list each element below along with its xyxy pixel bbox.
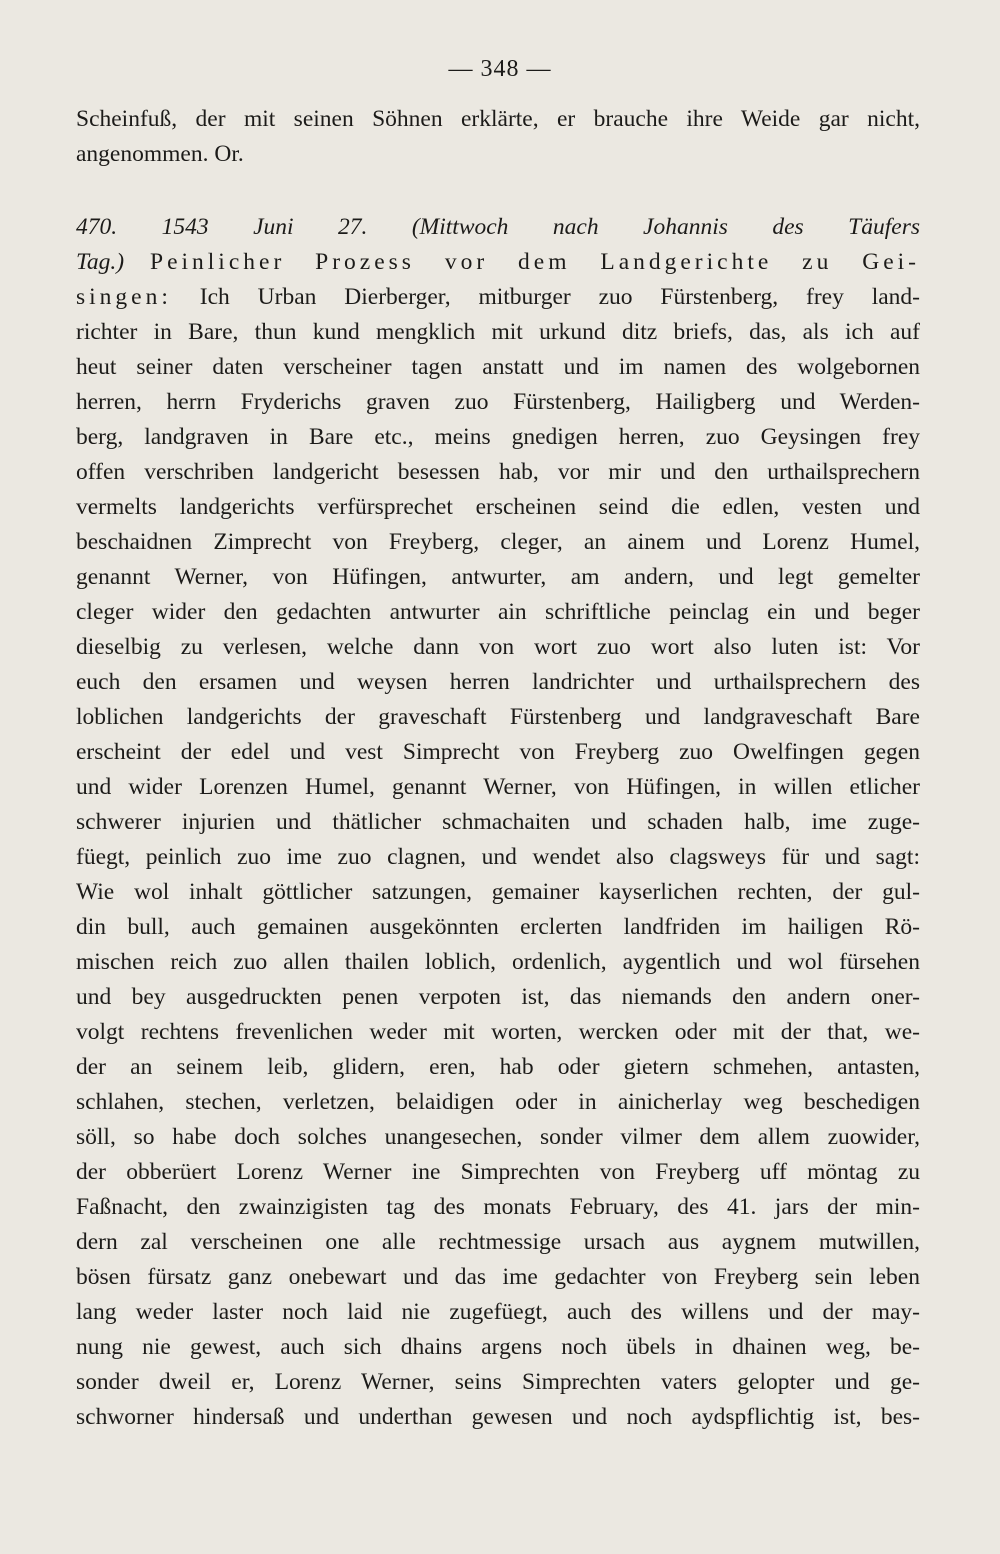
body-text-line: heut seiner daten verscheiner tagen anstatt und im namen des wolgebornen (76, 354, 920, 380)
entry-date: 1543 Juni 27. (161, 214, 368, 240)
body-text-line: genannt Werner, von Hüfingen, antwurter, am andern, und legt gemelter (76, 564, 920, 590)
body-text-line: schworner hindersaß und underthan gewesen und noch aydspflichtig ist, bes- (76, 1404, 920, 1430)
body-text-line: mischen reich zuo allen thailen loblich, ordenlich, aygentlich und wol fürsehen (76, 949, 920, 975)
body-text-line: sonder dweil er, Lorenz Werner, seins Simprechten vaters gelopter und ge- (76, 1369, 920, 1395)
entry-header-line (76, 210, 920, 245)
body-text-line: füegt, peinlich zuo ime zuo clagnen, und wendet also clagsweys für und sagt: (76, 844, 920, 870)
body-text-line: beschaidnen Zimprecht von Freyberg, cleger, an ainem und Lorenz Humel, (76, 529, 920, 555)
body-text-line: Faßnacht, den zwainzigisten tag des monats February, des 41. jars der min- (76, 1194, 920, 1220)
body-text-line: offen verschriben landgericht besessen hab, vor mir und den urthailsprechern (76, 459, 920, 485)
body-text-line: herren, herrn Fryderichs graven zuo Fürstenberg, Hailigberg und Werden- (76, 389, 920, 415)
previous-entry-line: angenommen. Or. (76, 141, 244, 167)
body-text-line: berg, landgraven in Bare etc., meins gnedigen herren, zuo Geysingen frey (76, 424, 920, 450)
entry-text-line (76, 280, 920, 315)
body-text-line: und wider Lorenzen Humel, genannt Werner, von Hüfingen, in willen etlicher (76, 774, 920, 800)
entry-date-note: (Mittwoch nach Johannis des Täufers (411, 214, 920, 240)
body-text-line: richter in Bare, thun kund mengklich mit urkund ditz briefs, das, als ich auf (76, 319, 920, 345)
body-text-line: Wie wol inhalt göttlicher satzungen, gemainer kayserlichen rechten, der gul- (76, 879, 920, 905)
body-text-line: bösen fürsatz ganz onebewart und das ime gedachter von Freyberg sein leben (76, 1264, 920, 1290)
body-text-line: lang weder laster noch laid nie zugefüegt, auch des willens und der may- (76, 1299, 920, 1325)
body-text-line: din bull, auch gemainen ausgekönnten erclerten landfriden im hailigen Rö- (76, 914, 920, 940)
entry-date-note-end: Tag.) (76, 249, 125, 275)
entry-heading-line (76, 245, 920, 280)
body-text-line: euch den ersamen und weysen herren landrichter und urthailsprechern des (76, 669, 920, 695)
entry-body (76, 315, 920, 1435)
body-text-line: vermelts landgerichts verfürsprechet erscheinen seind die edlen, vesten und (76, 494, 920, 520)
body-text-line: der an seinem leib, glidern, eren, hab oder gietern schmehen, antasten, (76, 1054, 920, 1080)
body-text-line: volgt rechtens frevenlichen weder mit worten, wercken oder mit der that, we- (76, 1019, 920, 1045)
body-text-line: und bey ausgedruckten penen verpoten ist, das niemands den andern oner- (76, 984, 920, 1010)
body-text-line: dern zal verscheinen one alle rechtmessige ursach aus aygnem mutwillen, (76, 1229, 920, 1255)
body-text-line: schlahen, stechen, verletzen, belaidigen oder in ainicherlay weg beschedigen (76, 1089, 920, 1115)
entry-heading: Peinlicher Prozess vor dem Landgerichte zu Gei- (150, 249, 920, 275)
page-number: — 348 — (448, 56, 552, 82)
text-block (76, 102, 920, 1435)
body-text-line: söll, so habe doch solches unangesechen, sonder vilmer dem allem zuowider, (76, 1124, 920, 1150)
body-text-line: der obberüert Lorenz Werner ine Simprechten von Freyberg uff möntag zu (76, 1159, 920, 1185)
body-text-line: loblichen landgerichts der graveschaft Fürstenberg und landgraveschaft Bare (76, 704, 920, 730)
body-text-line: schwerer injurien und thätlicher schmachaiten und schaden halb, ime zuge- (76, 809, 920, 835)
body-text-line: cleger wider den gedachten antwurter ain schriftliche peinclag ein und beger (76, 599, 920, 625)
body-text-line: erscheint der edel und vest Simprecht von Freyberg zuo Owelfingen gegen (76, 739, 920, 765)
body-text-line: nung nie gewest, auch sich dhains argens noch übels in dhainen weg, be- (76, 1334, 920, 1360)
body-text-line: dieselbig zu verlesen, welche dann von wort zuo wort also luten ist: Vor (76, 634, 920, 660)
paragraph-gap (76, 172, 920, 210)
previous-entry-line: Scheinfuß, der mit seinen Söhnen erklärte, er brauche ihre Weide gar nicht, (76, 106, 920, 132)
entry-heading-end: singen: (76, 284, 172, 310)
entry-text-start: Ich Urban Dierberger, mitburger zuo Fürstenberg, frey land- (199, 284, 920, 310)
entry-number: 470. (76, 214, 118, 240)
